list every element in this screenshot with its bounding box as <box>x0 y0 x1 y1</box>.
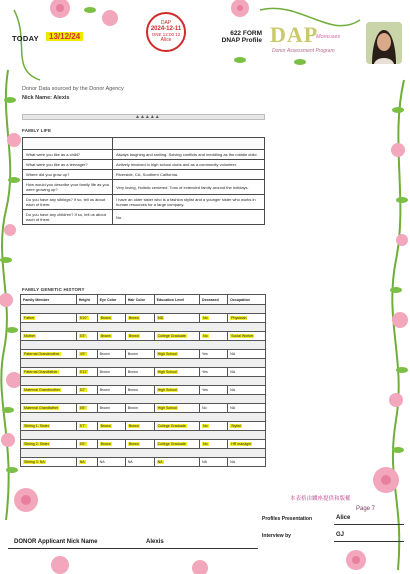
row-gap <box>21 377 266 386</box>
table-row <box>23 170 265 180</box>
section-divider-bar <box>22 114 265 120</box>
cell-text: Sibling 1: Sister <box>24 424 49 428</box>
cell-text: NA <box>79 460 85 464</box>
cell-text: Maternal Grandfather <box>24 406 59 410</box>
family-life-table <box>22 137 265 225</box>
header <box>0 0 410 62</box>
table-cell <box>97 458 125 467</box>
gap-cell <box>21 431 266 440</box>
divider-marker: ▲▲▲▲▲ <box>135 114 160 120</box>
table-row <box>23 180 265 195</box>
intro-source-note: Donor Data sourced by the Donor Agency <box>22 86 124 92</box>
answer-cell: Actively involved in high school clubs and as a community volunteer. <box>113 160 265 170</box>
column-header: Eye Color <box>97 295 125 305</box>
donor-photo <box>366 22 402 64</box>
table-row <box>21 368 266 377</box>
table-cell <box>199 350 227 359</box>
cell-text: No <box>202 334 208 338</box>
table-cell <box>199 332 227 341</box>
cell-text: MD <box>157 316 164 320</box>
table-cell <box>97 422 125 431</box>
row-gap <box>21 413 266 422</box>
cell-text: Physician <box>231 316 247 320</box>
cell-text: Maternal Grandmother <box>24 388 61 392</box>
cell-text: Yes <box>201 388 208 392</box>
cell-text: High School <box>157 352 177 356</box>
cell-text: Brown <box>100 442 111 446</box>
cell-text: Brown <box>127 352 138 356</box>
table-cell <box>228 422 266 431</box>
table-cell <box>97 404 125 413</box>
table-row <box>21 350 266 359</box>
table-cell <box>97 314 125 323</box>
table-cell <box>154 440 199 449</box>
cell-text: Brown <box>100 316 111 320</box>
table-row <box>23 210 265 225</box>
cell-text: High School <box>157 370 177 374</box>
stamp-line-1: DAP <box>160 20 172 26</box>
cell-text: 5'7" <box>79 424 86 428</box>
dap-logo <box>270 22 341 54</box>
form-title-line-1: 622 FORM <box>230 30 262 37</box>
column-header: Hair Color <box>125 295 154 305</box>
profiles-presentation-value: Alice <box>336 515 351 521</box>
table-cell <box>125 440 154 449</box>
stamp-line-4: Alice <box>160 37 172 43</box>
cell-text: High School <box>157 406 177 410</box>
table-cell <box>228 350 266 359</box>
table-cell <box>21 458 77 467</box>
gap-cell <box>21 377 266 386</box>
table-cell <box>76 314 97 323</box>
table-cell <box>76 422 97 431</box>
table-cell <box>97 386 125 395</box>
answer-cell: I have an older sister who is a fashion stylist and a younger sister who works in human resources for a large company. <box>113 195 265 210</box>
cell-text: College Graduate <box>157 442 186 446</box>
profiles-presentation-label: Profiles Presentation <box>262 516 313 522</box>
table-cell <box>76 350 97 359</box>
table-row <box>21 332 266 341</box>
cell-text: 5'5" <box>79 442 86 446</box>
question-cell: How would you describe your family life as you were growing up? <box>23 180 113 195</box>
row-gap <box>21 449 266 458</box>
table-cell <box>154 422 199 431</box>
logo-name: Mono.ees <box>316 34 341 40</box>
cell-text: High School <box>157 388 177 392</box>
donor-nick-name-label: DONOR Applicant Nick Name <box>14 539 98 545</box>
portrait-icon <box>366 22 402 64</box>
family-history-title: FAMILY GENETIC HISTORY <box>22 287 85 292</box>
table-spacer-row <box>23 138 265 150</box>
family-life-title: FAMILY LIFE <box>22 128 52 133</box>
cell-text: Brown <box>127 406 138 410</box>
table-cell <box>199 368 227 377</box>
table-row <box>23 150 265 160</box>
interview-by-label: Interview by <box>262 533 291 539</box>
spacer-cell <box>23 138 113 150</box>
row-gap <box>21 431 266 440</box>
table-cell <box>125 422 154 431</box>
cell-text: Father <box>24 316 35 320</box>
cell-text: Brown <box>99 388 110 392</box>
cell-text: 5'8" <box>79 406 86 410</box>
table-row <box>23 160 265 170</box>
cell-text: NA <box>230 352 236 356</box>
table-cell <box>154 404 199 413</box>
table-cell <box>97 332 125 341</box>
row-gap <box>21 359 266 368</box>
table-cell <box>154 368 199 377</box>
cell-text: Brown <box>100 424 111 428</box>
table-cell <box>228 386 266 395</box>
table-cell <box>228 368 266 377</box>
cell-text: Brown <box>99 352 110 356</box>
family-history-table <box>20 294 266 467</box>
question-cell: Do you have any children? If so, tell us about each of them: <box>23 210 113 225</box>
donor-signature-line <box>8 548 258 549</box>
table-row <box>21 314 266 323</box>
table-cell <box>21 404 77 413</box>
cell-text: Mother <box>24 334 36 338</box>
cell-text: College Graduate <box>157 334 186 338</box>
column-header: Occupation <box>228 295 266 305</box>
question-cell: Where did you grow up? <box>23 170 113 180</box>
logo-subtitle: Donor Assessment Program <box>272 48 335 54</box>
gap-cell <box>21 341 266 350</box>
table-cell <box>199 386 227 395</box>
cell-text: 4'9" <box>79 352 86 356</box>
table-cell <box>76 368 97 377</box>
gap-cell <box>21 359 266 368</box>
cell-text: 5'2" <box>79 388 86 392</box>
question-cell: What were you like as a teenager? <box>23 160 113 170</box>
cell-text: NA <box>230 370 236 374</box>
cell-text: NA <box>99 460 105 464</box>
cell-text: NA <box>230 388 236 392</box>
table-cell <box>21 368 77 377</box>
cell-text: Paternal Grandmother <box>24 352 60 356</box>
gap-cell <box>21 413 266 422</box>
cell-text: College Graduate <box>157 424 186 428</box>
cell-text: Social Worker <box>231 334 254 338</box>
cell-text: HR manager <box>231 442 252 446</box>
table-row <box>21 422 266 431</box>
row-gap <box>21 305 266 314</box>
table-cell <box>154 350 199 359</box>
cell-text: Brown <box>99 406 110 410</box>
cell-text: Yes <box>201 352 208 356</box>
table-cell <box>199 458 227 467</box>
table-row <box>21 404 266 413</box>
profiles-presentation-line <box>334 524 404 525</box>
gap-cell <box>21 395 266 404</box>
table-cell <box>97 440 125 449</box>
table-cell <box>76 440 97 449</box>
answer-cell: Always laughing and smiling. Solving conflicts and meddling as the middle child. <box>113 150 265 160</box>
cell-text: NA <box>230 460 236 464</box>
copyright-note: 本表格由麟座提供和版權 <box>290 496 351 502</box>
table-cell <box>21 422 77 431</box>
cell-text: Brown <box>99 370 110 374</box>
cell-text: 5'11" <box>79 370 88 374</box>
answer-cell: Very loving, Holistic centered. Tons of extended family around the holidays. <box>113 180 265 195</box>
spacer-cell <box>113 138 265 150</box>
intro-nick-name: Nick Name: Alexis <box>22 95 70 101</box>
cell-text: Brown <box>128 442 139 446</box>
table-cell <box>125 368 154 377</box>
cell-text: NA <box>230 406 236 410</box>
table-cell <box>21 440 77 449</box>
cell-text: No <box>202 442 208 446</box>
column-header: Height <box>76 295 97 305</box>
table-cell <box>125 404 154 413</box>
cell-text: Brown <box>127 370 138 374</box>
cell-text: No <box>202 316 208 320</box>
table-cell <box>125 458 154 467</box>
cell-text: Brown <box>128 316 139 320</box>
donor-nick-name-value: Alexis <box>146 539 164 545</box>
interview-by-line <box>334 541 404 542</box>
table-cell <box>228 440 266 449</box>
table-cell <box>21 386 77 395</box>
row-gap <box>21 395 266 404</box>
answer-cell: No. <box>113 210 265 225</box>
cell-text: Brown <box>100 334 111 338</box>
official-stamp <box>146 12 186 52</box>
gap-cell <box>21 305 266 314</box>
interview-by-value: GJ <box>336 532 345 538</box>
table-cell <box>228 314 266 323</box>
table-cell <box>199 440 227 449</box>
table-cell <box>97 368 125 377</box>
cell-text: No <box>201 406 207 410</box>
today-label: TODAY <box>12 34 39 43</box>
table-cell <box>228 458 266 467</box>
form-title <box>218 30 262 44</box>
cell-text: NA <box>127 460 133 464</box>
table-cell <box>76 386 97 395</box>
logo-text: DAP <box>270 22 319 47</box>
cell-text: Sibling 3: NA <box>24 460 45 464</box>
row-gap <box>21 341 266 350</box>
column-header: Deceased <box>199 295 227 305</box>
question-cell: What were you like as a child? <box>23 150 113 160</box>
cell-text: Yes <box>201 370 208 374</box>
cell-text: 5'10" <box>79 316 88 320</box>
table-cell <box>125 332 154 341</box>
table-cell <box>76 458 97 467</box>
table-cell <box>21 332 77 341</box>
cell-text: Brown <box>128 334 139 338</box>
cell-text: Paternal Grandfather <box>24 370 58 374</box>
table-cell <box>21 314 77 323</box>
today-date: 13/12/24 <box>46 32 83 41</box>
table-cell <box>199 422 227 431</box>
cell-text: Stylist <box>231 424 241 428</box>
table-row <box>21 386 266 395</box>
table-cell <box>21 350 77 359</box>
table-cell <box>199 314 227 323</box>
table-cell <box>154 332 199 341</box>
table-cell <box>154 458 199 467</box>
row-gap <box>21 323 266 332</box>
cell-text: Brown <box>127 388 138 392</box>
cell-text: Brown <box>128 424 139 428</box>
table-header-row <box>21 295 266 305</box>
gap-cell <box>21 449 266 458</box>
table-row <box>21 440 266 449</box>
table-cell <box>199 404 227 413</box>
table-cell <box>154 314 199 323</box>
table-cell <box>125 386 154 395</box>
question-cell: Do you have any siblings? If so, tell us about each of them: <box>23 195 113 210</box>
form-title-line-2: DNAP Profile <box>221 37 262 44</box>
cell-text: No <box>202 424 208 428</box>
column-header: Family Member <box>21 295 77 305</box>
table-cell <box>97 350 125 359</box>
cell-text: 5'3" <box>79 334 86 338</box>
cell-text: NA <box>201 460 207 464</box>
table-cell <box>228 404 266 413</box>
stamp-line-2: 2024-12-11 <box>150 26 182 32</box>
table-cell <box>154 386 199 395</box>
table-cell <box>228 332 266 341</box>
table-cell <box>76 332 97 341</box>
cell-text: NA <box>157 460 163 464</box>
page-number: Page 7 <box>356 506 376 512</box>
answer-cell: Riverside, CA, Southern California. <box>113 170 265 180</box>
column-header: Education Level <box>154 295 199 305</box>
table-row <box>23 195 265 210</box>
cell-text: Sibling 2: Sister <box>24 442 49 446</box>
gap-cell <box>21 323 266 332</box>
stamp-line-3: ONE 12:00 12 <box>151 32 181 37</box>
table-cell <box>125 350 154 359</box>
table-row <box>21 458 266 467</box>
table-cell <box>76 404 97 413</box>
table-cell <box>125 314 154 323</box>
